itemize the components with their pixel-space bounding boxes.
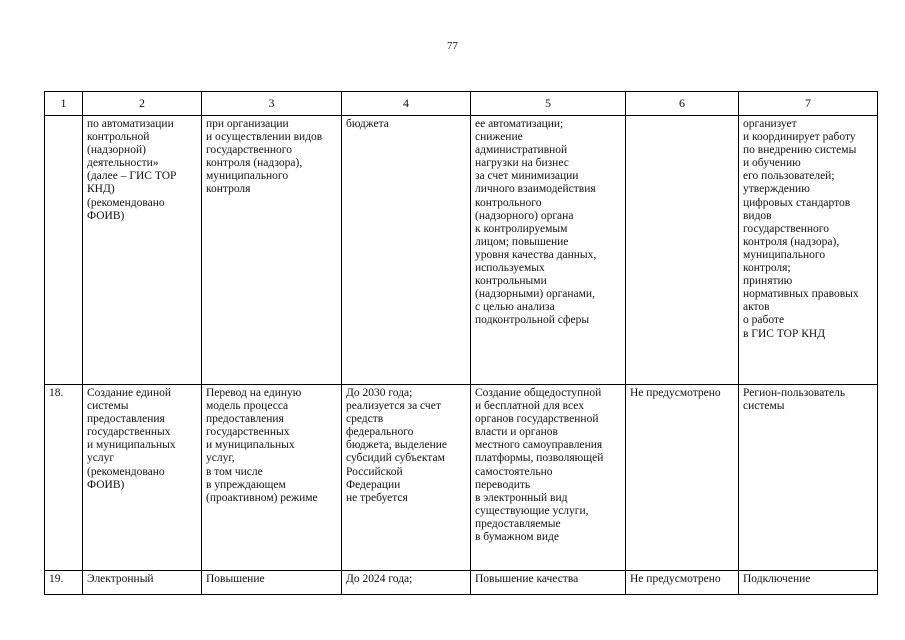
row-number-cell: [45, 385, 83, 571]
table-cell: [342, 385, 471, 571]
table-cell: [471, 385, 626, 571]
column-header: 4: [342, 92, 471, 116]
header-row: [45, 92, 878, 116]
cell-text: Не предусмотрено: [630, 573, 721, 585]
table-cell: [202, 116, 342, 385]
table-row: [45, 385, 878, 571]
column-header: 2: [83, 92, 202, 116]
column-header: 7: [739, 92, 878, 116]
table-cell: [342, 571, 471, 595]
cell-text: Повышение: [206, 573, 265, 585]
column-header: 3: [202, 92, 342, 116]
cell-text: по автоматизации контрольной (надзорной) деятельности» (далее – ГИС ТОР КНД) (рекомендовано ФОИВ): [87, 118, 177, 222]
column-header: 5: [471, 92, 626, 116]
cell-text: Создание общедоступной и бесплатной для всех органов государственной власти и органов местного самоуправления платформы, позволяющей самостоятельно переводить в электронный вид существующие услуги, предоставляемые в бумажном виде: [475, 387, 604, 544]
table-cell: [83, 571, 202, 595]
table-cell: [739, 571, 878, 595]
cell-text: при организации и осуществлении видов государственного контроля (надзора), муниципального контроля: [206, 118, 323, 196]
column-header: 6: [626, 92, 739, 116]
table-cell: [202, 571, 342, 595]
table-cell: [626, 116, 739, 385]
cell-text: До 2024 года;: [346, 573, 413, 585]
page-number: 77: [447, 40, 458, 52]
table-cell: [739, 116, 878, 385]
cell-text: Подключение: [743, 573, 811, 585]
table-cell: [739, 385, 878, 571]
column-header: 1: [45, 92, 83, 116]
cell-text: Повышение качества: [475, 573, 579, 585]
table-row: [45, 571, 878, 595]
cell-text: ее автоматизации; снижение административной нагрузки на бизнес за счет минимизации личного взаимодействия контрольного (надзорного) органа к контролируемым лицом; повышение уровня качества данных, используемых контрольными (надзорными) органами, с целью анализа подконтрольной сферы: [475, 118, 597, 327]
cell-text: 19.: [49, 573, 64, 585]
table-cell: [83, 116, 202, 385]
table-cell: [83, 385, 202, 571]
cell-text: 18.: [49, 387, 64, 399]
document-table: [44, 91, 878, 595]
cell-text: Электронный: [87, 573, 154, 585]
cell-text: Регион-пользователь системы: [743, 387, 846, 413]
row-number-cell: [45, 116, 83, 385]
table-cell: [626, 571, 739, 595]
cell-text: бюджета: [346, 118, 389, 130]
cell-text: Не предусмотрено: [630, 387, 721, 399]
table-cell: [342, 116, 471, 385]
table-row: [45, 116, 878, 385]
cell-text: Перевод на единую модель процесса предоставления государственных и муниципальных услуг, в том числе в упреждающем (проактивном) режиме: [206, 387, 318, 504]
table-cell: [471, 116, 626, 385]
table-cell: [626, 385, 739, 571]
cell-text: До 2030 года; реализуется за счет средств федерального бюджета, выделение субсидий субъектам Российской Федерации не требуется: [346, 387, 447, 504]
table-cell: [202, 385, 342, 571]
cell-text: организует и координирует работу по внедрению системы и обучению его пользователей; утверждению цифровых стандартов видов государственного контроля (надзора), муниципального контроля; принятию нормативных правовых актов о работе в ГИС ТОР КНД: [743, 118, 859, 340]
cell-text: Создание единой системы предоставления государственных и муниципальных услуг (рекомендовано ФОИВ): [87, 387, 176, 491]
row-number-cell: [45, 571, 83, 595]
table-cell: [471, 571, 626, 595]
